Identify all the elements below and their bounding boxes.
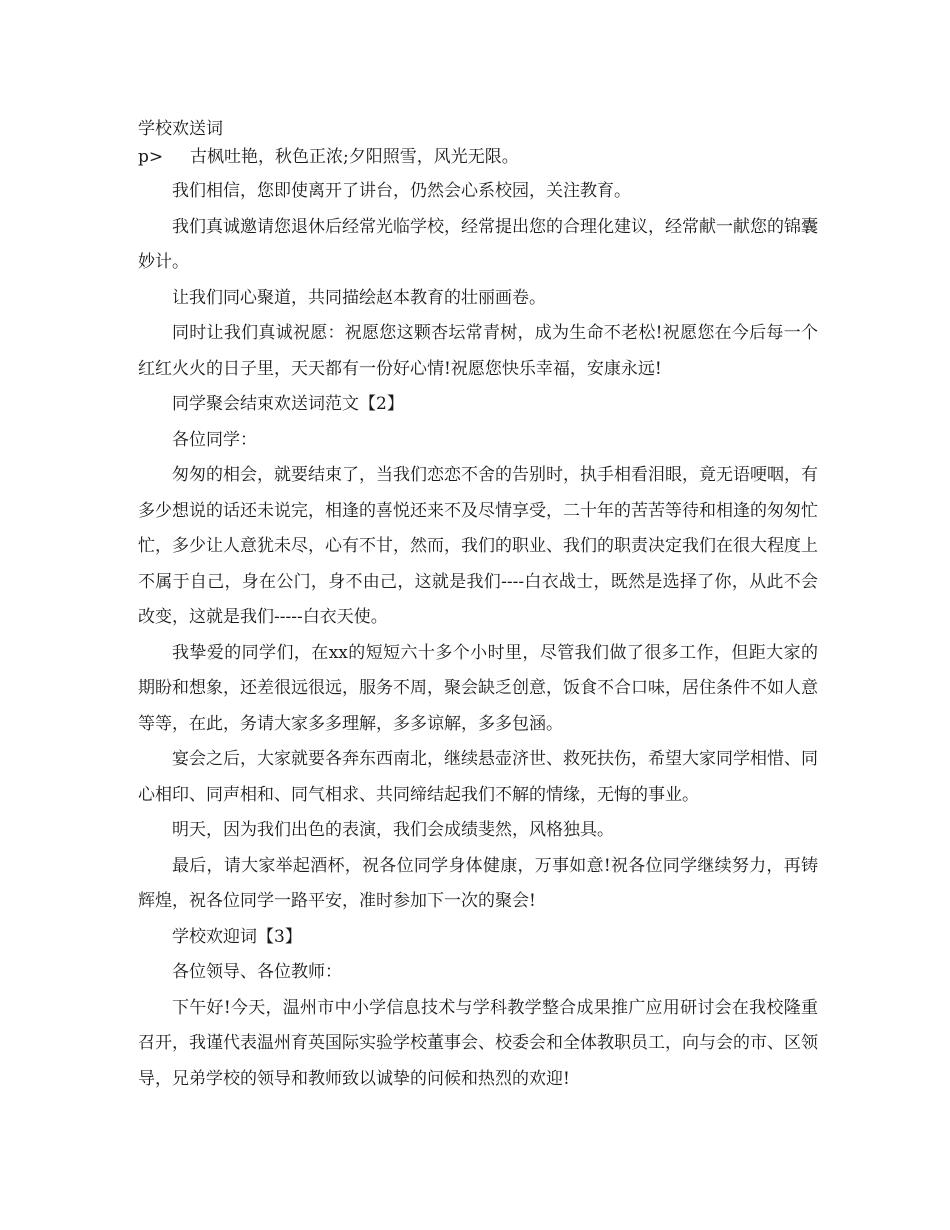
first-paragraph [138,142,818,172]
document-title: 学校欢送词 [138,119,223,139]
paragraph-4: 同时让我们真诚祝愿：祝愿您这颗杏坛常青树，成为生命不老松!祝愿您在今后每一个红红火火的日子里，天天都有一份好心情!祝愿您快乐幸福，安康永远! [138,323,818,379]
paragraph-6: 我挚爱的同学们，在xx的短短六十多个小时里，尽管我们做了很多工作，但距大家的期盼和想象，还差很远很远，服务不周，聚会缺乏创意，饭食不合口味，居住条件不如人意等等，在此，务请大家多多理解，多多谅解，多多包涵。 [138,642,818,734]
first-paragraph-text: 古枫吐艳，秋色正浓;夕阳照雪，风光无限。 [190,147,519,167]
salutation-2: 各位同学： [172,429,257,450]
paragraph-1: 我们相信，您即使离开了讲台，仍然会心系校园，关注教育。 [172,181,631,201]
salutation-3: 各位领导、各位教师： [172,962,342,982]
paragraph-9: 最后，请大家举起酒杯，祝各位同学身体健康，万事如意!祝各位同学继续努力，再铸辉煌，祝各位同学一路平安，准时参加下一次的聚会! [138,855,818,911]
paragraph-7: 宴会之后，大家就要各奔东西南北，继续悬壶济世、救死扶伤，希望大家同学相惜、同心相印、同声相和、同气相求、共同缔结起我们不解的情缘，无悔的事业。 [138,749,818,805]
paragraph-marker: p> [138,147,164,167]
document-page [138,116,818,1097]
paragraph-5: 匆匆的相会，就要结束了，当我们恋恋不舍的告别时，执手相看泪眼，竟无语哽咽，有多少想说的话还未说完，相逢的喜悦还来不及尽情享受，二十年的苦苦等待和相逢的匆匆忙忙，多少让人意犹未尽，心有不甘，然而，我们的职业、我们的职责决定我们在很大程度上不属于自己，身在公门，身不由己，这就是我们----白衣战士，既然是选择了你，从此不会改变，这就是我们-----白衣天使。 [138,465,818,627]
paragraph-3: 让我们同心聚道，共同描绘赵本教育的壮丽画卷。 [172,287,546,308]
section-heading-2: 同学聚会结束欢送词范文【2】 [172,394,404,414]
section-heading-3: 学校欢迎词【3】 [172,926,302,947]
paragraph-2: 我们真诚邀请您退休后经常光临学校，经常提出您的合理化建议，经常献一献您的锦囊妙计。 [138,216,818,272]
paragraph-10: 下午好!今天，温州市中小学信息技术与学科教学整合成果推广应用研讨会在我校隆重召开，我谨代表温州育英国际实验学校董事会、校委会和全体教职员工，向与会的市、区领导，兄弟学校的领导和教师致以诚挚的问候和热烈的欢迎! [138,997,818,1089]
paragraph-8: 明天，因为我们出色的表演，我们会成绩斐然，风格独具。 [172,820,614,840]
